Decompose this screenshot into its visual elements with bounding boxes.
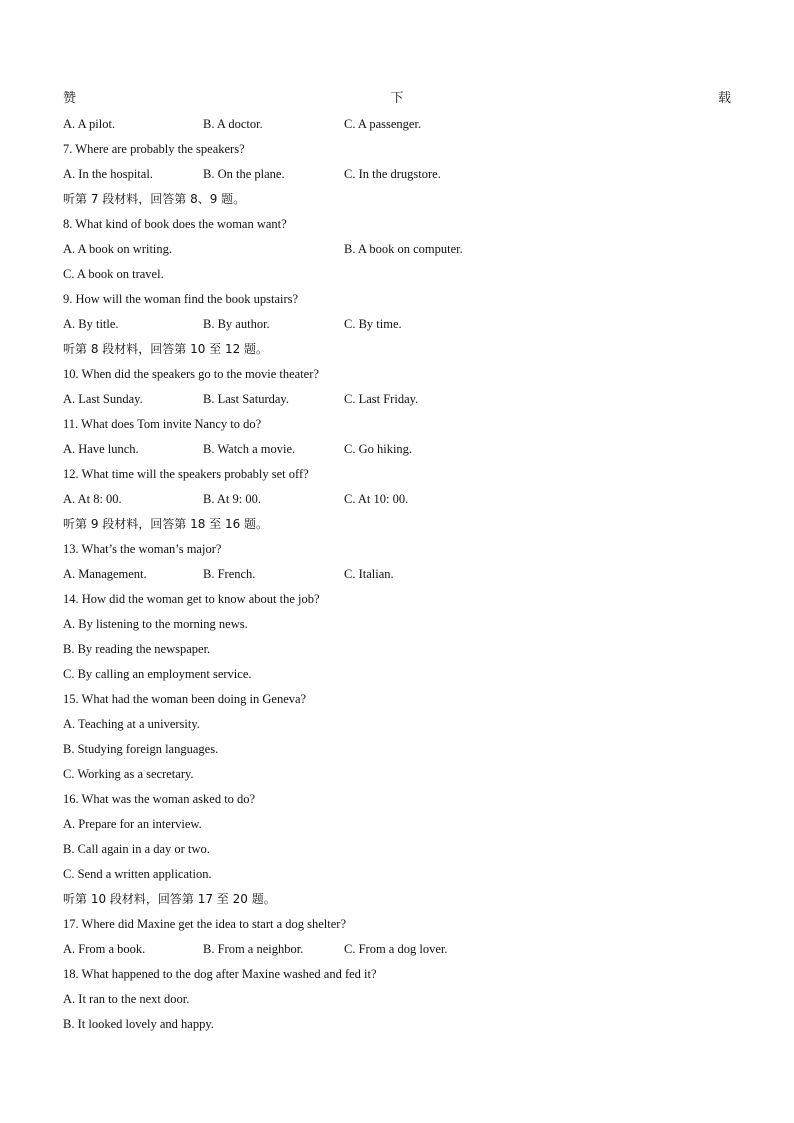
header-left: 赞 — [63, 90, 77, 105]
answer-option: B. On the plane. — [203, 167, 285, 181]
header-right: 载 — [717, 90, 731, 105]
question-line: 10. When did the speakers go to the movie theater? — [63, 367, 319, 381]
answer-option: B. Watch a movie. — [203, 442, 296, 456]
page-header — [63, 88, 731, 112]
options-row — [63, 387, 731, 412]
question-line: 8. What kind of book does the woman want? — [63, 217, 287, 231]
question-line: C. By calling an employment service. — [63, 667, 252, 681]
document-page — [63, 88, 731, 1037]
answer-option: B. At 9: 00. — [203, 492, 261, 506]
header-center: 下 — [390, 90, 404, 105]
answer-option: A. A book on writing. — [63, 242, 173, 256]
answer-option: B. French. — [203, 567, 256, 581]
question-line: 13. What’s the woman’s major? — [63, 542, 222, 556]
options-row — [63, 562, 731, 587]
question-line: C. A book on travel. — [63, 267, 164, 281]
answer-option: A. Management. — [63, 567, 147, 581]
question-line: A. Prepare for an interview. — [63, 817, 202, 831]
question-line: C. Send a written application. — [63, 867, 212, 881]
question-line: 7. Where are probably the speakers? — [63, 142, 245, 156]
answer-option: C. At 10: 00. — [344, 492, 409, 506]
answer-option: C. Go hiking. — [344, 442, 413, 456]
question-line: A. By listening to the morning news. — [63, 617, 248, 631]
answer-option: B. From a neighbor. — [203, 942, 304, 956]
question-line: C. Working as a secretary. — [63, 767, 194, 781]
section-instruction: 听第 9 段材料，回答第 18 至 16 题。 — [63, 517, 269, 531]
question-line: 14. How did the woman get to know about the job? — [63, 592, 320, 606]
question-line: 17. Where did Maxine get the idea to start a dog shelter? — [63, 917, 347, 931]
question-line: B. By reading the newspaper. — [63, 642, 211, 656]
question-line: 16. What was the woman asked to do? — [63, 792, 256, 806]
options-row — [63, 112, 731, 137]
options-row — [63, 437, 731, 462]
answer-option: C. Last Friday. — [344, 392, 419, 406]
answer-option: B. A book on computer. — [344, 242, 463, 256]
answer-option: A. By title. — [63, 317, 119, 331]
question-line: A. It ran to the next door. — [63, 992, 190, 1006]
answer-option: A. From a book. — [63, 942, 146, 956]
answer-option: C. By time. — [344, 317, 402, 331]
section-instruction: 听第 8 段材料，回答第 10 至 12 题。 — [63, 342, 269, 356]
question-line: 15. What had the woman been doing in Geneva? — [63, 692, 307, 706]
question-line: 18. What happened to the dog after Maxine washed and fed it? — [63, 967, 377, 981]
section-instruction: 听第 10 段材料，回答第 17 至 20 题。 — [63, 892, 276, 906]
answer-option: A. At 8: 00. — [63, 492, 122, 506]
answer-option: C. From a dog lover. — [344, 942, 448, 956]
answer-option: B. Last Saturday. — [203, 392, 289, 406]
question-list — [63, 112, 731, 1037]
options-row — [63, 237, 731, 262]
answer-option: A. Last Sunday. — [63, 392, 143, 406]
question-line: 9. How will the woman find the book upstairs? — [63, 292, 299, 306]
section-instruction: 听第 7 段材料，回答第 8、9 题。 — [63, 192, 246, 206]
question-line: A. Teaching at a university. — [63, 717, 200, 731]
options-row — [63, 312, 731, 337]
answer-option: C. In the drugstore. — [344, 167, 441, 181]
answer-option: C. A passenger. — [344, 117, 422, 131]
options-row — [63, 937, 731, 962]
answer-option: A. A pilot. — [63, 117, 116, 131]
question-line: 11. What does Tom invite Nancy to do? — [63, 417, 262, 431]
answer-option: B. A doctor. — [203, 117, 263, 131]
question-line: B. It looked lovely and happy. — [63, 1017, 214, 1031]
question-line: 12. What time will the speakers probably set off? — [63, 467, 309, 481]
options-row — [63, 162, 731, 187]
answer-option: B. By author. — [203, 317, 270, 331]
answer-option: A. Have lunch. — [63, 442, 139, 456]
question-line: B. Call again in a day or two. — [63, 842, 210, 856]
answer-option: A. In the hospital. — [63, 167, 153, 181]
options-row — [63, 487, 731, 512]
question-line: B. Studying foreign languages. — [63, 742, 219, 756]
answer-option: C. Italian. — [344, 567, 394, 581]
